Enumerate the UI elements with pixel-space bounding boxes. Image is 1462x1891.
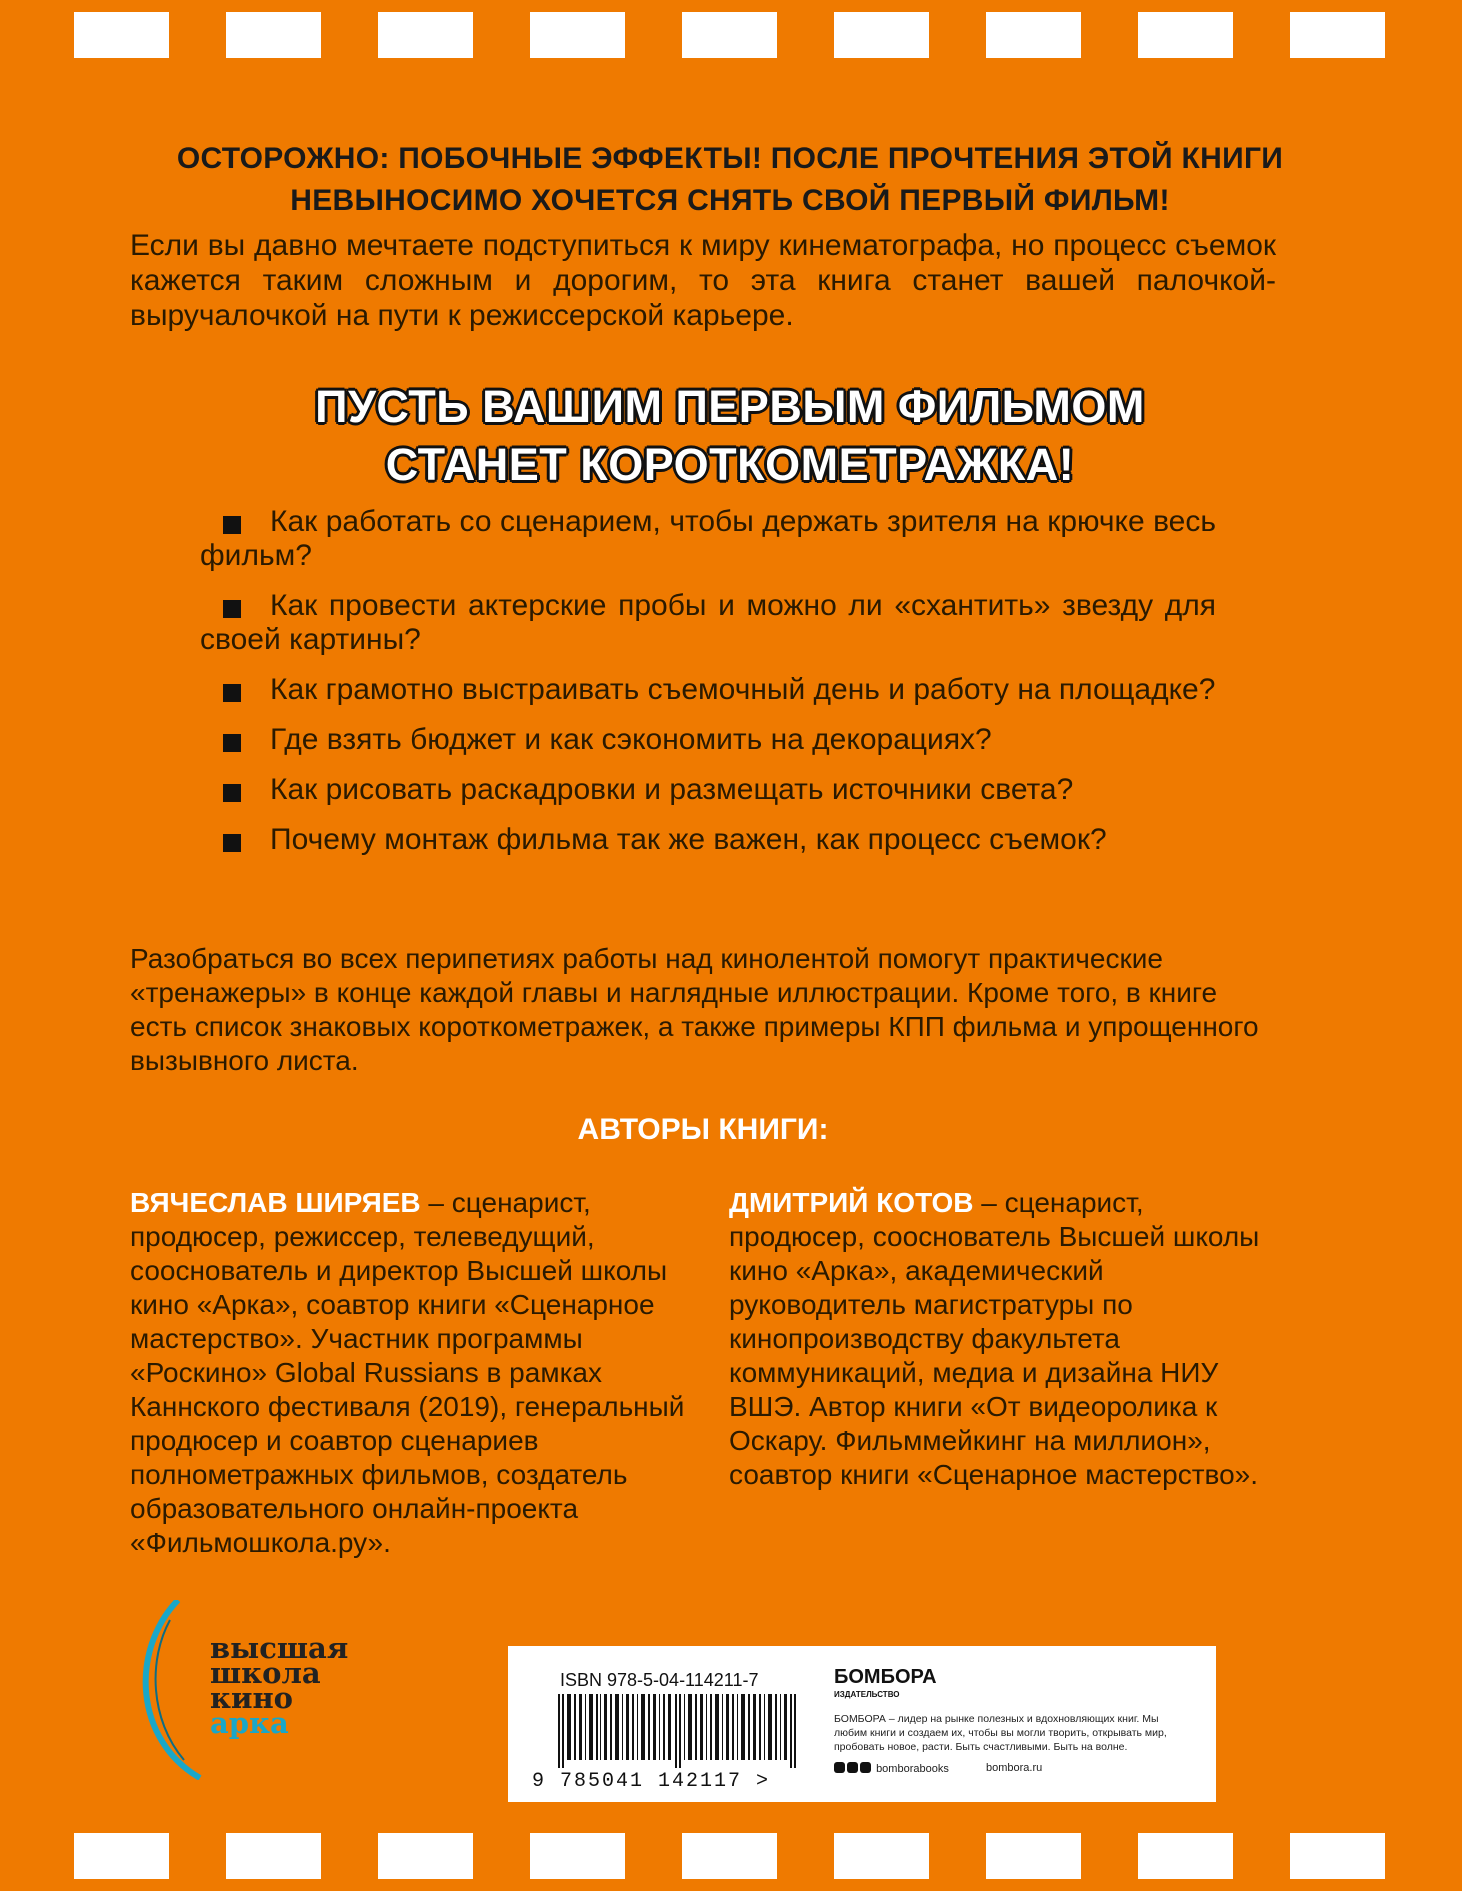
intro-paragraph: Если вы давно мечтаете подступиться к миру кинематографа, но процесс съемок кажется таким сложным и дорогим, то эта книга станет вашей палочкой-выручалочкой на пути к режиссерской карьере. [130,229,1276,332]
barcode-digits: 9 785041 142117 > [532,1770,771,1793]
question-item [200,723,1216,757]
slogan-line-1: ПУСТЬ ВАШИМ ПЕРВЫМ ФИЛЬМОМ [315,381,1145,432]
perforation-hole [1290,1833,1385,1879]
perforation-hole [1290,12,1385,58]
authors-heading: АВТОРЫ КНИГИ: [577,1113,829,1146]
perforation-hole [226,12,321,58]
logo-line-3: кино [210,1681,294,1715]
question-text: Как работать со сценарием, чтобы держать зрителя на крючке весь фильм? [200,505,1216,572]
square-bullet-icon [223,600,241,618]
question-text: Как грамотно выстраивать съемочный день и работу на площадке? [270,673,1216,706]
perforation-hole [530,12,625,58]
perforation-hole [74,12,169,58]
isbn-label: ISBN 978-5-04-114211-7 [560,1670,759,1690]
square-bullet-icon [223,684,241,702]
question-item [200,589,1216,657]
warning-heading [130,138,1330,222]
barcode-bars [544,1694,814,1768]
perforation-hole [530,1833,625,1879]
perforation-hole [986,1833,1081,1879]
slogan-line-2: СТАНЕТ КОРОТКОМЕТРАЖКА! [385,439,1075,490]
perforation-hole [226,1833,321,1879]
author-bio-shiryaev [130,1186,720,1560]
facebook-icon [834,1762,845,1773]
perforation-hole [834,1833,929,1879]
author-bio-kotov [729,1186,1269,1492]
perforation-hole [986,12,1081,58]
perforation-hole [1138,12,1233,58]
perforation-hole [682,1833,777,1879]
publisher-website: bombora.ru [986,1762,1043,1774]
square-bullet-icon [223,834,241,852]
description-paragraph: Разобраться во всех перипетиях работы над кинолентой помогут практические «тренажеры» в конце каждой главы и наглядные иллюстрации. Кроме того, в книге есть список знаковых короткометражек, а также примеры КПП фильма и упрощенного вызывного листа. [130,943,1259,1076]
question-item [200,673,1216,707]
question-text: Почему монтаж фильма так же важен, как процесс съемок? [270,823,1107,856]
perforation-hole [1138,1833,1233,1879]
logo-wordmark [210,1631,349,1740]
author-bio-text: – сценарист, продюсер, сооснователь Высшей школы кино «Арка», академический руководитель магистратуры по кинопроизводству факультета коммуникаций, медиа и дизайна НИУ ВШЭ. Автор книги «От видеоролика к Оскару. Фильммейкинг на миллион», соавтор книги «Сценарное мастерство». [729,1187,1260,1490]
publisher-name: БОМБОРА [834,1666,937,1688]
question-text: Как рисовать раскадровки и размещать источники света? [270,773,1074,806]
author-name: ВЯЧЕСЛАВ ШИРЯЕВ [130,1187,421,1218]
question-item [200,823,1216,857]
slogan-heading [130,378,1330,494]
perforation-hole [834,12,929,58]
film-perforation-bottom [0,1831,1462,1891]
logo-line-1: высшая [210,1631,349,1665]
publisher-social [834,1762,949,1775]
perforation-hole [378,1833,473,1879]
square-bullet-icon [223,784,241,802]
question-text: Где взять бюджет и как сэкономить на декорациях? [270,723,992,756]
arka-school-logo [140,1600,370,1780]
logo-line-2: школа [210,1656,321,1690]
question-list [200,505,1216,873]
question-item [200,505,1216,573]
logo-line-4: арка [210,1706,289,1740]
perforation-hole [682,12,777,58]
square-bullet-icon [223,734,241,752]
social-handle: bomborabooks [876,1763,949,1775]
author-name: ДМИТРИЙ КОТОВ [729,1187,974,1218]
author-bio-text: – сценарист, продюсер, режиссер, телеведущий, сооснователь и директор Высшей школы кино «Арка», соавтор книги «Сценарное мастерство». Участник программы «Роскино» Global Russians в рамках Каннского фестиваля (2019), генеральный продюсер и соавтор сценариев полнометражных фильмов, создатель образовательного онлайн-проекта «Фильмошкола.ру». [130,1187,685,1558]
perforation-hole [378,12,473,58]
question-item [200,773,1216,807]
barcode-panel [508,1646,1216,1802]
perforation-hole [74,1833,169,1879]
publisher-description: БОМБОРА – лидер на рынке полезных и вдохновляющих книг. Мы любим книги и создаем их, чтобы вы могли творить, открывать мир, пробовать новое, расти. Быть счастливыми. Быть на волне. [834,1713,1167,1753]
question-text: Как провести актерские пробы и можно ли «схантить» звезду для своей картины? [200,589,1216,656]
odnoklassniki-icon [860,1762,871,1773]
vk-icon [847,1762,858,1773]
publisher-subtitle: ИЗДАТЕЛЬСТВО [834,1690,900,1699]
warning-line-1: ОСТОРОЖНО: ПОБОЧНЫЕ ЭФФЕКТЫ! ПОСЛЕ ПРОЧТЕНИЯ ЭТОЙ КНИГИ [176,142,1284,175]
warning-line-2: НЕВЫНОСИМО ХОЧЕТСЯ СНЯТЬ СВОЙ ПЕРВЫЙ ФИЛЬМ! [290,184,1170,217]
square-bullet-icon [223,516,241,534]
film-perforation-top [0,0,1462,60]
